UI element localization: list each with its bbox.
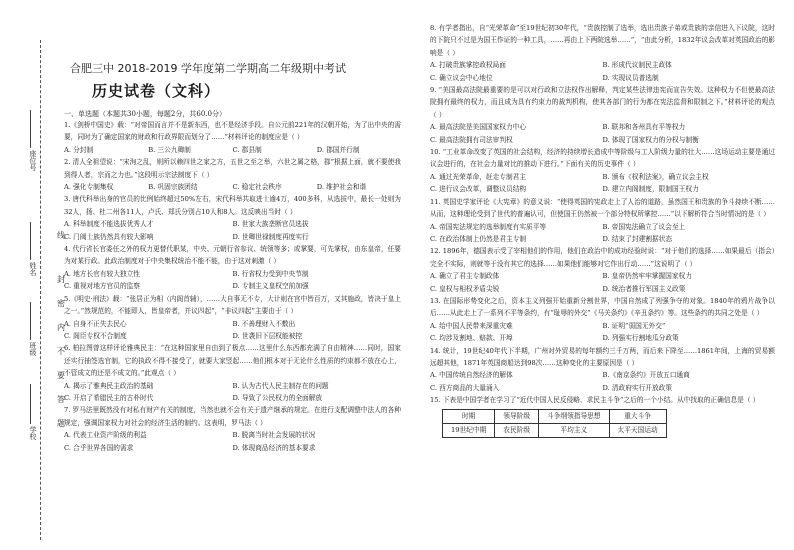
school-label: 学校 — [29, 426, 37, 440]
table-cell: 领导阶级 — [495, 409, 539, 423]
binding-word: 密 — [57, 299, 65, 308]
table-cell: 19世纪中期 — [443, 423, 495, 437]
answer-option[interactable]: B. 世家大族垄断官员选拔 — [232, 220, 309, 229]
answer-option[interactable]: D. 体现了国家权力的分权与制衡 — [602, 135, 699, 144]
option-row — [64, 218, 401, 230]
answer-option[interactable]: C. 合乎世界各国的需求 — [64, 443, 134, 452]
class-label: 班级 — [29, 342, 37, 356]
question-stem: 4. 代行省长官委任之外的权力更替代职某，中央、元朝行省参议、统领等多；或掌要，可先掌权，由东皇帝，任要为对某行政。此政治制度对于中央集权统治不能不能，由于这对刺激（ ） — [64, 245, 401, 266]
question-block — [430, 245, 775, 295]
table-header-row — [443, 409, 667, 423]
answer-option[interactable]: B. 颁布《权利法案》，确立议会主权 — [602, 172, 709, 181]
table-cell: 斗争纲领指导思想 — [539, 409, 610, 423]
question-block — [430, 22, 775, 84]
answer-option[interactable]: B. 巩固宗族团结 — [148, 183, 198, 192]
answer-option[interactable]: B. 证明“弱国无外交” — [602, 321, 666, 330]
answer-option[interactable]: D. 郡国并行制 — [316, 145, 360, 154]
answer-option[interactable]: C. 门阀士族仍然具有较大影响 — [64, 232, 154, 241]
option-row — [430, 59, 775, 71]
option-row — [64, 318, 401, 330]
answer-option[interactable]: A. 揭示了雅典民主政治的基础 — [64, 381, 154, 390]
right-question-column — [430, 22, 775, 438]
answer-option[interactable]: B.《南京条约》开放五口通商 — [602, 371, 690, 380]
question-stem: 12. 1896年，德国表示受了宰相他们的作用，他们在政治中的成功经验时说：“对于他们的选择……如果最后（指会）完全不实际，则就等于没有其它的选择……如果他们能够对它作出行动……”这说明了（ ） — [430, 247, 775, 268]
question-stem: 9. “美国最高法院最重要的是可以对行政和立法权作出解释，判定某些法律违宪而宣告失效。这种权力不但使最高法院拥有最终的权力，而且成为具有约束力的裁判机构，使其各部门的行为都在宪法监督和限制之下。”材料评论的观点（ ） — [430, 86, 775, 119]
question-block — [430, 196, 775, 246]
answer-option[interactable]: D. 统治者推行军国主义政策 — [602, 284, 686, 293]
answer-option[interactable]: D. 世卿世禄制度再度实行 — [232, 232, 309, 241]
binding-word: 要 — [57, 371, 65, 380]
binding-margin — [0, 0, 65, 550]
table-cell: 重大斗争 — [609, 409, 666, 423]
name-field[interactable] — [30, 222, 31, 260]
answer-option[interactable]: A. 强化专制集权 — [64, 183, 114, 192]
answer-option[interactable]: C. 阁臣专权不合制度 — [64, 331, 127, 340]
answer-option[interactable]: A. 科举制度不能选拔优秀人才 — [64, 220, 154, 229]
option-row — [430, 233, 775, 245]
question-block — [64, 342, 401, 404]
question-block — [430, 146, 775, 196]
answer-option[interactable]: B. 联邦和各州具有平等权力 — [602, 123, 686, 132]
option-row — [64, 181, 401, 193]
answer-option[interactable]: D. 结束了封建割据状态 — [602, 234, 673, 243]
option-row — [430, 72, 775, 84]
answer-option[interactable]: C. 确立议会中心地位 — [430, 73, 493, 82]
question-block — [64, 119, 401, 156]
option-row — [64, 380, 401, 392]
question-block — [64, 156, 401, 193]
answer-option[interactable]: B. 不善理财入不敷出 — [232, 319, 296, 328]
seat-number-label: 座位号 — [29, 150, 37, 171]
answer-option[interactable]: A. 通过光荣革命，赶走专制君主 — [430, 172, 527, 181]
answer-option[interactable]: A. 帝国宪法规定的选举制度有实质平等 — [430, 222, 547, 231]
class-field[interactable] — [30, 302, 31, 340]
answer-option[interactable]: B. 行省权力受到中央节制 — [232, 269, 309, 278]
option-row — [64, 280, 401, 292]
table-cell: 太平天国运动 — [609, 423, 666, 437]
question-stem: 6. 柏拉图曾这样评论雅典民主：“在这种国家里自由到了极点……这里什么东西都充满了自由精神……同时，国家还实行抽签选官制，它的执政不得不接受了，就要大家竖起……他们根本对于无论什么性质的约束都不放在心上，不管成文的还是不成文的。”此观点（ ） — [64, 344, 401, 378]
answer-option[interactable]: D. 世袭旧下层权能被控 — [232, 331, 303, 340]
question-stem: 15. 下表是中国学者在学习了“近代中国人民反侵略、求民主斗争”之后的一个小结。从中找取的正确信息是（ ） — [430, 396, 760, 405]
answer-option[interactable]: A. 给中国人民带来深重灾难 — [430, 321, 513, 330]
answer-option[interactable]: D. 实现议员普选制 — [602, 73, 659, 82]
question-block — [430, 84, 775, 146]
answer-option[interactable]: D. 列强实行割地瓜分政策 — [602, 334, 679, 343]
question-block — [430, 345, 775, 395]
answer-option[interactable]: D. 体现商品经济的基本要求 — [232, 443, 316, 452]
answer-option[interactable]: B. 形成代议制民主政体 — [602, 61, 672, 70]
answer-option[interactable]: C. 皇权与相权矛盾尖锐 — [430, 284, 500, 293]
option-row — [430, 283, 775, 295]
question-stem: 5.《明史·刑法》载：“张居正为相（内阁首辅），……大自事无不专，大计则在宫中皆百万，又其施政，皆决于皇上之一。”然规范的，不能即人，皆皇帝者，并议四起”，“非议四起”主要由于（ ） — [64, 294, 401, 316]
answer-option[interactable]: C. 在政治体制上仍然是君主专制 — [430, 234, 527, 243]
answer-option[interactable]: C. 进行议会改革，调整议员结构 — [430, 185, 527, 194]
answer-option[interactable]: C. 西方商品的大量涌入 — [430, 383, 500, 392]
answer-option[interactable]: A. 代表工业资产阶级的利益 — [64, 431, 147, 440]
option-row — [64, 429, 401, 441]
answer-option[interactable]: D. 清政府实行开放政策 — [602, 383, 673, 392]
option-row — [64, 442, 401, 454]
seat-number-field[interactable] — [30, 110, 31, 148]
option-row — [430, 369, 775, 381]
question-stem: 11. 英国史学家评论《大宪章》的意义说：“使得英国的宪政走上了人治的道路，虽然国王和贵族的争斗持续不断……从而，这种理论受到了世代的普遍认可，但使国王仍然被一个部分特权所掌控……”以下解析符合当时情况的是（ ） — [430, 197, 775, 219]
question-block — [430, 295, 775, 345]
answer-option[interactable]: A. 自身不正失去民心 — [64, 319, 127, 328]
answer-option[interactable]: C. 郡县制 — [232, 145, 262, 154]
table-cell: 农民阶级 — [495, 423, 539, 437]
question-stem: 10. “工业革命改变了英国的社会结构，经济的持续增长造成中等阶级与工人阶级力量的壮大……这场运动主要是通过议会进行的，在社会力量对比的推动下进行。”下面有关的历史事件（ ） — [430, 148, 775, 169]
answer-option[interactable]: D. 专制主义皇权空前加强 — [232, 282, 309, 291]
answer-option[interactable]: C. 稳定社会秩序 — [232, 183, 282, 192]
exam-header-title: 合肥三中 2018-2019 学年度第二学期高二年级期中考试 — [70, 62, 346, 75]
answer-option[interactable]: A. 确立了君主专制政体 — [430, 272, 500, 281]
answer-option[interactable]: D. 导致了公民权力的全面解放 — [232, 393, 323, 402]
answer-option[interactable]: A. 分封制 — [64, 145, 94, 154]
binding-word: 题 — [57, 419, 65, 428]
question-stem: 14. 统计，19世纪40年代下半期，广州对外贸易的每年额约三千万两，而后来下降至……1861年间，上海的贸易额远超其他，1871年英国商船达到98次……这种变化的主要原因是（ ） — [430, 346, 775, 367]
option-row — [430, 171, 775, 183]
question-block — [430, 394, 775, 406]
binding-dashed-line — [40, 40, 41, 540]
answer-option[interactable]: A. 中国传统自然经济的解体 — [430, 371, 513, 380]
answer-option[interactable]: A. 最高法院是美国国家权力中心 — [430, 123, 527, 132]
table-row — [443, 423, 667, 437]
school-field[interactable] — [30, 384, 31, 424]
answer-option[interactable]: B. 认为古代人民主制存在的问题 — [232, 381, 329, 390]
option-row — [64, 231, 401, 243]
binding-word: 内 — [57, 323, 65, 332]
question-block — [64, 243, 401, 293]
option-row — [430, 270, 775, 282]
binding-word: 答 — [57, 395, 65, 404]
era-table — [442, 409, 667, 438]
option-row — [64, 268, 401, 280]
answer-option[interactable]: B. 帝国宪法确立了议会至上 — [602, 222, 686, 231]
answer-option[interactable]: B. 三公九卿制 — [148, 145, 191, 154]
option-row — [64, 330, 401, 342]
binding-word: 不 — [57, 347, 65, 356]
answer-option[interactable]: A. 打破贵族掌控政权局面 — [430, 61, 506, 70]
paper-title: 历史试卷（文科） — [92, 82, 221, 100]
name-label: 姓名 — [29, 262, 37, 276]
answer-option[interactable]: B. 皇帝仍然牢牢掌握国家权力 — [602, 272, 692, 281]
section-heading: 一、单选题（本题共30小题，每题2分，共60.0分） — [64, 110, 226, 118]
binding-word: 线 — [57, 231, 65, 240]
answer-option[interactable]: C. 重视对地方官员的监察 — [64, 282, 141, 291]
question-stem: 2. 清人全祖望说：“宋洵之乱，则所以赖四世之家之方，五世之至之举，六世之属之格，郡”根据上面，就不要使我到得人者，宗而之力也。”这段明示宗法制度下（ ） — [64, 158, 401, 179]
table-cell: 平均主义 — [539, 423, 610, 437]
option-row — [430, 134, 775, 146]
question-stem: 7. 罗马法里既然没有对私有财产有关的制度，当然也就不会有关于遗产继承的规定。在进行支配调整中法人的各种规定，强调国家权力对社会的经济生活的制约。这表明，罗马法（ ） — [64, 406, 401, 427]
question-stem: 1.《剑桥中国史》载：“对帝国而言并不是新东西，也不是经济手段。自公元前221年的汉朝开始，为了出中央的需要，同时为了确定国家的财政和行政界限而划分了……”材料评论的制度应是（ ） — [64, 121, 401, 142]
binding-word: 封 — [57, 275, 65, 284]
question-block — [64, 404, 401, 454]
option-row — [430, 221, 775, 233]
question-block — [64, 193, 401, 243]
question-stem: 13. 在国际形势变化之后，资本主义列强开始重新分割世界，中国自然成了列强争夺的对象。1840年的鸦片战争以后……从此走上了一系列不平等条约，有“耻辱的外交”《马关条约》《辛丑条约》等。这些条约的共同之处是（ ） — [430, 296, 775, 318]
answer-option[interactable]: D. 维护社会和谐 — [316, 183, 367, 192]
answer-option[interactable]: B. 脱离当时社会发展的状况 — [232, 431, 316, 440]
option-row — [64, 392, 401, 404]
question-block — [64, 293, 401, 343]
option-row — [430, 382, 775, 394]
option-row — [430, 320, 775, 332]
answer-option[interactable]: C. 最高法院拥有司法审判权 — [430, 135, 513, 144]
question-stem: 3. 唐代科举出身的官员的比例始终超过50%左右，宋代科举共取进士逾4万，400多科，从选拔中，最长一处则为32人，扬、杜二州各11人，卢氏、郑氏分别占10人和8人。这反映出当时（ ） — [64, 195, 401, 216]
answer-option[interactable]: C. 均涉及割地、赔款、开埠 — [430, 334, 513, 343]
answer-option[interactable]: A. 地方长官有较大独立性 — [64, 269, 140, 278]
option-row — [430, 332, 775, 344]
option-row — [64, 144, 401, 156]
option-row — [430, 121, 775, 133]
option-row — [430, 183, 775, 195]
left-question-column — [64, 119, 401, 454]
answer-option[interactable]: D. 建立内阁制度，限制国王权力 — [602, 185, 699, 194]
answer-option[interactable]: C. 开启了希腊民主的古朴时代 — [64, 393, 154, 402]
question-stem: 8. 有学者指出，自“光荣革命”至19世纪初30年代，“贵族控制了选举，选出贵族子弟或贵族的亲信进入下议院，这时的下院只不过是为国王作证的一种工具，……再由上下两院选举……”，“由此分析，1832年议会改革对英国政治的影响是（ ） — [430, 24, 775, 57]
table-cell: 时期 — [443, 409, 495, 423]
